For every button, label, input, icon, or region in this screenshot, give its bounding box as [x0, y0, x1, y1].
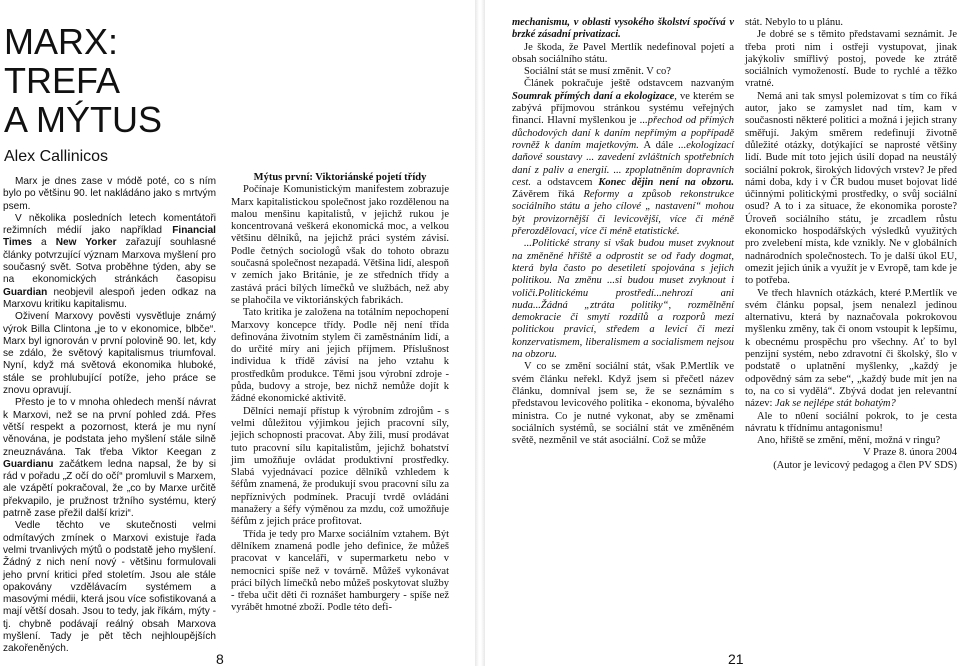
publication-name: Guardianu	[3, 458, 54, 470]
section-heading: Mýtus první: Viktoriánské pojetí třídy	[253, 172, 427, 183]
paragraph: Přesto je to v mnoha ohledech menší návrat k Marxovi, než se na první pohled zdá. Přes větší respekt a pozornost, která je mu nyní věnována, je podstata jeho myšlení stále silně zneuznávána. Tak třeba Viktor Keegan z Guardianu začátkem ledna napsal, že by si rád v pořadu „Z očí do očí“ promluvil s Marxem, ale vzápětí pokračoval, že „co by Marxe určitě překvapilo, je pružnost tržního systému, který patrně zase přežil další krizi“.	[3, 397, 216, 520]
paragraph: V co se změní sociální stát, však P.Mertlík ve svém článku neřekl. Když jsem si přečetl název článku, domníval jsem se, že se seznámím s představou levicového politika - ekonoma, bývalého ministra. Co je nutné vykonat, aby se změnami sociálních systémů, se sociální stát ve změněném světě, nezměnil ve stát asociální. Což se může	[512, 361, 734, 447]
signature-author: (Autor je levicový pedagog a člen PV SDS)	[773, 459, 957, 471]
paragraph: Ve třech hlavních otázkách, které P.Mertlík ve svém článku popsal, jsem nenalezl jedinou alternativu, která by naznačovala pokrokovou myšlenku změny, tak či onom vstoupit k lepšímu, k obecnému prospěchu pro všechny. Ať to byl penzijní systém, nebo zdravotní či školský, šlo v podstatě o uplatnění myšlenky, „každý je odpovědný sám za sebe“, „každý bude mít jen na to, na co si vydělá“. Zbývá dodat jen relevantní název: Jak se nejlépe stát bohatým?	[745, 287, 957, 410]
publication-name: New Yorker	[55, 237, 117, 249]
paragraph: Počínaje Komunistickým manifestem zobrazuje Marx kapitalistickou společnost jako rozdělenou na malou menšinu kapitalistů, v jejichž rukou je koncentrovaná veškerá ekonomická moc, a velkou většinu dělníků, na jejichž práci systém závisí. Podle četných sociologů však do tohoto obrazu současná společnost nezapadá. Většina lidí, alespoň v zemích jako Británie, je ze středních třídy a zastává práci bílých límečků ve službách, než aby se plahočila ve viktoriánských fabrikách.	[231, 184, 449, 306]
publication-name: Financial Times	[3, 225, 216, 249]
paragraph: Je dobré se s těmito představami seznámit. Je třeba proti nim i ostřeji vystupovat, jinak jakýkoliv smířlivý postoj, povede ke ztrátě sociálních vymožeností. Bude to rychlé a těžko vratné.	[745, 29, 957, 90]
right-column-2	[745, 17, 957, 472]
paragraph: Marx je dnes zase v módě poté, co s ním bylo po většinu 90. let nakládáno jako s mrtvým psem.	[3, 176, 216, 212]
paragraph: mechanismu, v oblasti vysokého školství spočívá v brzké zásadní privatizaci.	[512, 17, 734, 41]
title-line-1: MARX:	[4, 21, 119, 62]
signature-date: V Praze 8. února 2004	[863, 447, 957, 459]
paragraph: ...Politické strany si však budou muset zvyknout na změněné hřiště a odprostit se od řady dogmat, která byla často po desetiletí spojována s jejich politikou. Na změnu ...si budou muset zvyknout i voliči.Politickému prostředí...nehrozí ani nuda...Žádná „ztráta politiky“, rozmělnění demokracie či smytí rozdílů a rozporů mezi politickou pravicí, středem a levicí či mezi konzervatismem, liberalismem a socialismem nejsou na obzoru.	[512, 238, 734, 361]
paragraph: Oživení Marxovy pověsti vysvětluje známý výrok Billa Clintona „je to v ekonomice, blbče“. Marx byl ignorován v první polovině 90. let, kdy se zdálo, že světový kapitalismus triumfoval. Nyní, když má světová ekonomika hluboké, stále se prohlubující potíže, jeho práce se znovu opravují.	[3, 311, 216, 397]
paragraph: Třída je tedy pro Marxe sociálním vztahem. Být dělníkem znamená podle jeho definice, že můžeš pracovat v kanceláři, v supermarketu nebo v nemocnici spíše než v továrně. Můžeš vykonávat práci bílých límečků nebo můžeš poskytovat služby - třeba učit děti či roznášet hamburgery - spíše než vyrábět hmotné zboží. Podle této defi-	[231, 528, 449, 614]
publication-name: Guardian	[3, 286, 48, 298]
paragraph: V několika posledních letech komentátoři režimních médií jako například Financial Times a New Yorker zařazují souhlasné články potvrzující význam Marxova myšlení pro současný svět. Sotva proběhne týden, aby se na ekonomických stránkách časopisu Guardian neobjevil alespoň jeden odkaz na Marxovu kritiku kapitalismu.	[3, 212, 217, 310]
page-number-right: 21	[728, 651, 744, 666]
article-author: Alex Callinicos	[4, 148, 109, 165]
paragraph: Dělníci nemají přístup k výrobním zdrojům - s velmi důležitou výjimkou jejich pracovní síly, jejich schopnosti pracovat. Aby žili, musí prodávat tuto pracovní sílu kapitalistům, jejichž bohatství jim umožňuje ovládat produktivní prostředky. Slabá vyjednávací pozice dělníků vzhledem k šéfům znamená, že produkují svou pracovní sílu za nepříznivých podmínek. Pracují tvrdě ovládáni manažery a šéfy výměnou za mzdu, což umožňuje šéfům z jejich práce profitovat.	[231, 405, 449, 528]
paragraph: Je škoda, že Pavel Mertlík nedefinoval pojetí a obsah sociálního státu.	[512, 41, 734, 65]
paragraph: Článek pokračuje ještě odstavcem nazvaným Soumrak přímých daní a ekologizace, ve kterém se zabývá příjmovou stránkou systému veřejných financí. Hlavní myšlenkou je ...přechod od přímých důchodových daní k daním nepřímým a popřípadě rovněž k daním majetkovým. A dále ...ekologizací daňové soustavy ... zavedení zvláštních spotřebních daní z paliv a energií. ... zpoplatněním dopravních cest. a odstavcem Konec dějin není na obzoru. Závěrem říká Reformy a způsob rekonstrukce sociálního státu a jeho cílové „ nastavení“ mohou být provizornější či levicovější, více či méně přerozdělovací, více či méně etatistické.	[512, 78, 735, 238]
title-line-3: A MÝTUS	[4, 99, 163, 140]
paragraph: Sociální stát se musí změnit. V co?	[524, 66, 671, 78]
paragraph: Vedle těchto ve skutečnosti velmi odmítavých zmínek o Marxovi existuje řada velmi trvanlivých mýtů o podstatě jeho myšlení. Žádný z nich není nový - většinu formulovali jeho první kritici před stoletím. Jsou ale stále opakovány vzdělávacím systémem a masovými médii, která jsou více sofistikovaná a mají větší dosah. Jsou to tedy, jak říkám, mýty - tj. chybně podávají reálný obsah Marxova myšlení. Tady je pět těch nejhloupějších zakořeněných.	[3, 520, 216, 655]
right-column-1	[512, 17, 734, 447]
page-number-left: 8	[216, 651, 224, 666]
paragraph: Ale to n0ení sociální pokrok, to je cesta návratu k třídnímu antagonismu!	[745, 410, 957, 434]
paragraph: Nemá ani tak smysl polemizovat s tím co říká autor, jako se zamyslet nad tím, kam v současnosti některé politici a možná i jejich strany směřují. Jakým směrem redefinují životně důležité otázky, dotýkající se naprosté většiny lidí. Bude mít toto jejich úsilí dopad na neustálý sociální pokrok, širokých lidových vrstev? Je před námi doba, kdy i v ČR budou muset bojovat lidé účinnými politickými prostředky, o svůj sociální osud? A to i za situace, že ekonomika poroste? Úroveň sociálního státu, je zrcadlem růstu ekonomicko hospodářských výsledků využitých pro zvelebení místa, kde vznikly. Ne v globálních nadnárodních společnostech. To je další úkol EU, omezit jejich únik a využít je v Evropě, tam kde je to potřeba.	[745, 90, 957, 287]
title-line-2: TREFA	[4, 60, 121, 101]
paragraph: Ano, hřiště se změní, mění, možná v ringu?	[757, 435, 941, 447]
paragraph: Tato kritika je založena na totálním nepochopení Marxovy koncepce třídy. Podle něj není třída definována životním stylem či zaměstnáním lidí, a do určité míry ani jejich příjmem. Příslušnost individua k třídě závisí na jeho vztahu k prostředkům produkce. Těmi jsou výrobní zdroje - půda, budovy a stroje, bez nichž nemůže dojít k žádné ekonomické aktivitě.	[231, 307, 449, 405]
paragraph: stát. Nebylo to u plánu.	[745, 17, 843, 28]
